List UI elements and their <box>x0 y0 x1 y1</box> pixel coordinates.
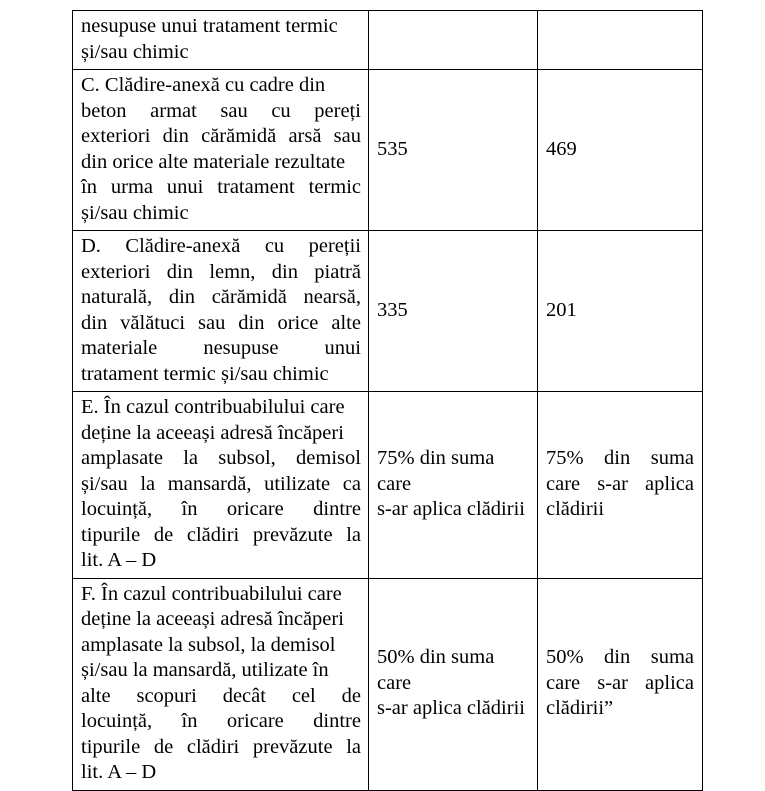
cell-line: exteriori din lemn, din piatră <box>81 260 361 283</box>
cell-line: și/sau la mansardă, utilizate ca <box>81 472 361 495</box>
cell-value: 201 <box>546 298 577 321</box>
cell-line: care s-ar aplica <box>546 472 694 495</box>
table-row <box>73 578 703 790</box>
building-annex-tax-table <box>72 10 703 791</box>
cell-line: clădirii” <box>546 697 614 720</box>
table-body <box>73 11 703 791</box>
cell-line: naturală, din cărămidă nearsă, <box>81 286 361 308</box>
cell-line: s-ar aplica clădirii <box>377 498 525 520</box>
cell-text <box>73 231 368 391</box>
cell-line: nesupuse unui tratament termic <box>81 15 338 37</box>
cell-line: alte scopuri decât cel de <box>81 684 361 707</box>
table-cell-description <box>73 11 369 70</box>
cell-text <box>73 579 368 790</box>
cell-line: C. Clădire-anexă cu cadre din <box>81 74 326 96</box>
table-row <box>73 70 703 231</box>
table-cell-value-mid <box>369 578 538 790</box>
cell-line: F. În cazul contribuabilului care <box>81 582 342 605</box>
cell-line: și/sau chimic <box>81 40 189 63</box>
cell-line: lit. A – D <box>81 549 157 571</box>
cell-value: 469 <box>546 137 577 160</box>
cell-line: lit. A – D <box>81 761 157 783</box>
cell-line: beton armat sau cu pereți <box>81 99 361 122</box>
cell-text <box>73 70 368 230</box>
table-cell-value-right <box>538 392 703 579</box>
cell-value <box>538 36 702 44</box>
table-cell-value-right <box>538 578 703 790</box>
cell-line: deține la aceeași adresă încăperi <box>81 421 344 444</box>
cell-value: 335 <box>377 298 408 321</box>
cell-line: din vălătuci sau din orice alte <box>81 311 361 334</box>
table-row <box>73 231 703 392</box>
table-cell-value-mid <box>369 231 538 392</box>
table-cell-value-mid <box>369 392 538 579</box>
table-cell-description <box>73 392 369 579</box>
cell-line: amplasate la subsol, demisol <box>81 447 361 469</box>
cell-value <box>369 36 537 44</box>
table-cell-value-right <box>538 11 703 70</box>
cell-line: exteriori din cărămidă arsă sau <box>81 125 361 147</box>
cell-line: s-ar aplica clădirii <box>377 697 525 720</box>
cell-line: clădirii <box>546 498 605 520</box>
cell-line: din orice alte materiale rezultate <box>81 150 346 173</box>
cell-line: care s-ar aplica <box>546 671 694 694</box>
cell-line: tipurile de clădiri prevăzute la <box>81 523 361 546</box>
cell-line: E. În cazul contribuabilului care <box>81 396 345 418</box>
cell-value <box>538 443 702 527</box>
cell-line: locuință, în oricare dintre <box>81 710 361 732</box>
table-row <box>73 11 703 70</box>
cell-line: în urma unui tratament termic <box>81 176 361 198</box>
cell-text <box>73 392 368 578</box>
cell-line: amplasate la subsol, la demisol <box>81 633 336 656</box>
cell-value: 535 <box>377 137 408 160</box>
table-cell-value-mid <box>369 11 538 70</box>
cell-value <box>369 642 537 726</box>
cell-line: tratament termic și/sau chimic <box>81 362 329 385</box>
table-cell-description <box>73 231 369 392</box>
cell-value <box>538 642 702 726</box>
table-cell-description <box>73 578 369 790</box>
cell-line: D. Clădire-anexă cu pereții <box>81 235 361 257</box>
cell-line: 75% din suma <box>546 447 694 469</box>
cell-line: locuință, în oricare dintre <box>81 498 361 520</box>
cell-line: tipurile de clădiri prevăzute la <box>81 735 361 758</box>
table-row <box>73 392 703 579</box>
cell-line: 50% din suma <box>546 646 694 669</box>
cell-line: și/sau chimic <box>81 201 189 224</box>
table-cell-description <box>73 70 369 231</box>
table-cell-value-right <box>538 70 703 231</box>
cell-line: 50% din suma care <box>377 646 495 694</box>
table-cell-value-mid <box>369 70 538 231</box>
cell-line: și/sau la mansardă, utilizate în <box>81 659 329 681</box>
cell-line: materiale nesupuse unui <box>81 337 361 359</box>
cell-line: 75% din suma care <box>377 447 495 495</box>
cell-line: deține la aceeași adresă încăperi <box>81 608 344 630</box>
cell-value <box>369 443 537 527</box>
cell-text <box>73 11 368 69</box>
table-cell-value-right <box>538 231 703 392</box>
